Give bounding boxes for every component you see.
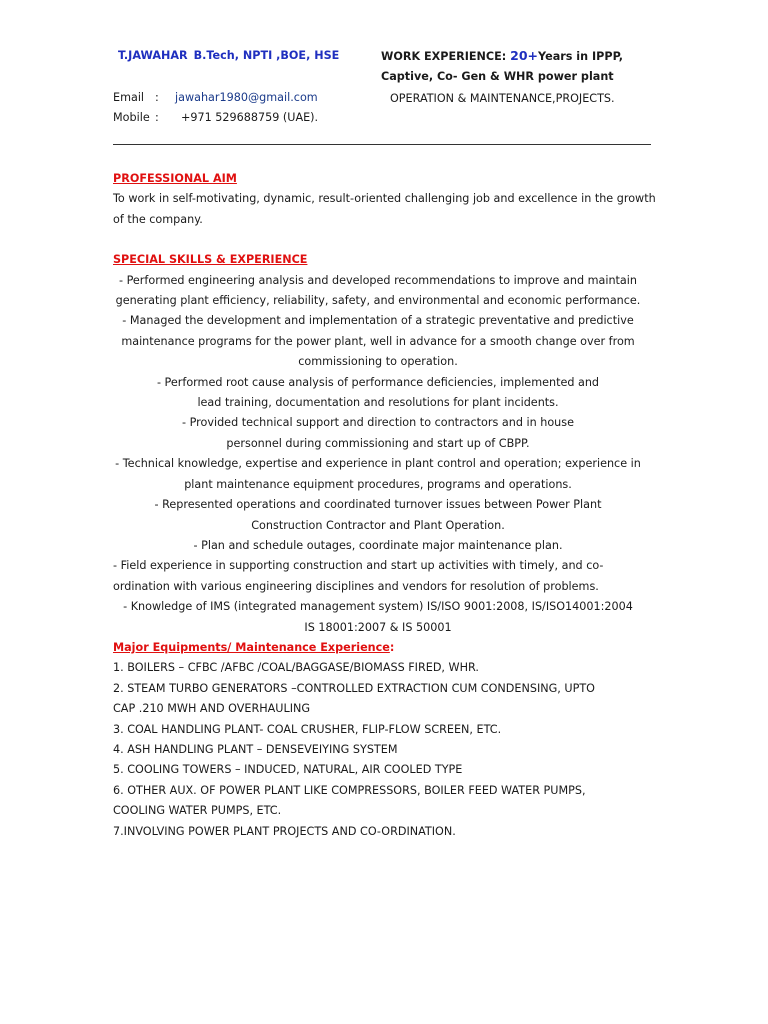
skill-item: - Represented operations and coordinated turnover issues between Power Plant Construction Contractor and Plant Operation. xyxy=(154,498,602,532)
professional-aim-title: PROFESSIONAL AIM xyxy=(113,172,237,185)
equipment-title-line xyxy=(113,638,665,658)
equipment-item: 2. STEAM TURBO GENERATORS –CONTROLLED EXTRACTION CUM CONDENSING, UPTO CAP .210 MWH AND OVERHAULING xyxy=(113,681,595,716)
email-separator: : xyxy=(155,91,159,104)
equipment-item: 7.INVOLVING POWER PLANT PROJECTS AND CO-ORDINATION. xyxy=(113,824,456,838)
special-skills-title: SPECIAL SKILLS & EXPERIENCE xyxy=(113,253,308,267)
equipment-item: 1. BOILERS – CFBC /AFBC /COAL/BAGGASE/BIOMASS FIRED, WHR. xyxy=(113,661,479,675)
work-experience-summary xyxy=(381,46,661,109)
work-experience-line3: OPERATION & MAINTENANCE,PROJECTS. xyxy=(390,91,615,105)
candidate-name: T.JAWAHAR xyxy=(118,49,188,62)
resume-header xyxy=(113,46,665,138)
work-experience-years: 20+ xyxy=(510,48,539,63)
skill-item: - Managed the development and implementation of a strategic preventative and predictive maintenance programs for the power plant, well in advance for a smooth change over from commissioning to operation. xyxy=(121,314,635,369)
header-divider xyxy=(113,144,651,145)
work-experience-line2: Captive, Co- Gen & WHR power plant xyxy=(381,70,614,84)
candidate-qualifications: B.Tech, NPTI ,BOE, HSE xyxy=(193,49,340,62)
skill-item: - Performed engineering analysis and developed recommendations to improve and maintain generating plant efficiency, reliability, safety, and environmental and economic performance. xyxy=(115,273,641,308)
work-experience-label: WORK EXPERIENCE xyxy=(381,50,502,63)
email-row xyxy=(113,88,318,108)
mobile-row xyxy=(113,108,318,128)
equipment-item: 6. OTHER AUX. OF POWER PLANT LIKE COMPRESSORS, BOILER FEED WATER PUMPS, COOLING WATER PUMPS, ETC. xyxy=(113,783,586,818)
work-experience-line1: Years in IPPP, xyxy=(538,50,623,63)
mobile-value: +971 529688759 (UAE). xyxy=(181,111,319,125)
equipment-item: 3. COAL HANDLING PLANT- COAL CRUSHER, FLIP-FLOW SCREEN, ETC. xyxy=(113,722,502,736)
email-value[interactable]: jawahar1980@gmail.com xyxy=(175,91,318,104)
skill-item: - Field experience in supporting construction and start up activities with timely, and co-ordination with various engineering disciplines and vendors for resolution of problems. xyxy=(113,559,604,593)
skill-item: - Plan and schedule outages, coordinate major maintenance plan. xyxy=(193,538,563,552)
equipment-title-colon: : xyxy=(389,640,395,654)
equipment-item: 4. ASH HANDLING PLANT – DENSEVEIYING SYSTEM xyxy=(113,742,398,756)
mobile-separator: : xyxy=(155,111,159,125)
work-experience-colon: : xyxy=(501,50,511,63)
skill-item: - Technical knowledge, expertise and experience in plant control and operation; experience in plant maintenance equipment procedures, programs and operations. xyxy=(115,457,641,491)
skill-item: - Performed root cause analysis of performance deficiencies, implemented and lead training, documentation and resolutions for plant incidents. xyxy=(156,375,600,410)
mobile-label: Mobile xyxy=(113,111,150,125)
resume-page xyxy=(113,46,665,842)
candidate-name-line xyxy=(118,46,339,66)
contact-details xyxy=(113,88,318,129)
equipment-title: Major Equipments/ Maintenance Experience xyxy=(113,640,390,654)
skill-item: - Provided technical support and direction to contractors and in house personnel during commissioning and start up of CBPP. xyxy=(182,416,574,450)
skill-item: - Knowledge of IMS (integrated management system) IS/ISO 9001:2008, IS/ISO14001:2004 IS 18001:2007 & IS 50001 xyxy=(123,600,633,634)
equipment-item: 5. COOLING TOWERS – INDUCED, NATURAL, AIR COOLED TYPE xyxy=(113,763,463,777)
professional-aim-text: To work in self-motivating, dynamic, result-oriented challenging job and excellence in the growth of the company. xyxy=(113,192,656,226)
email-label: Email xyxy=(113,91,145,104)
